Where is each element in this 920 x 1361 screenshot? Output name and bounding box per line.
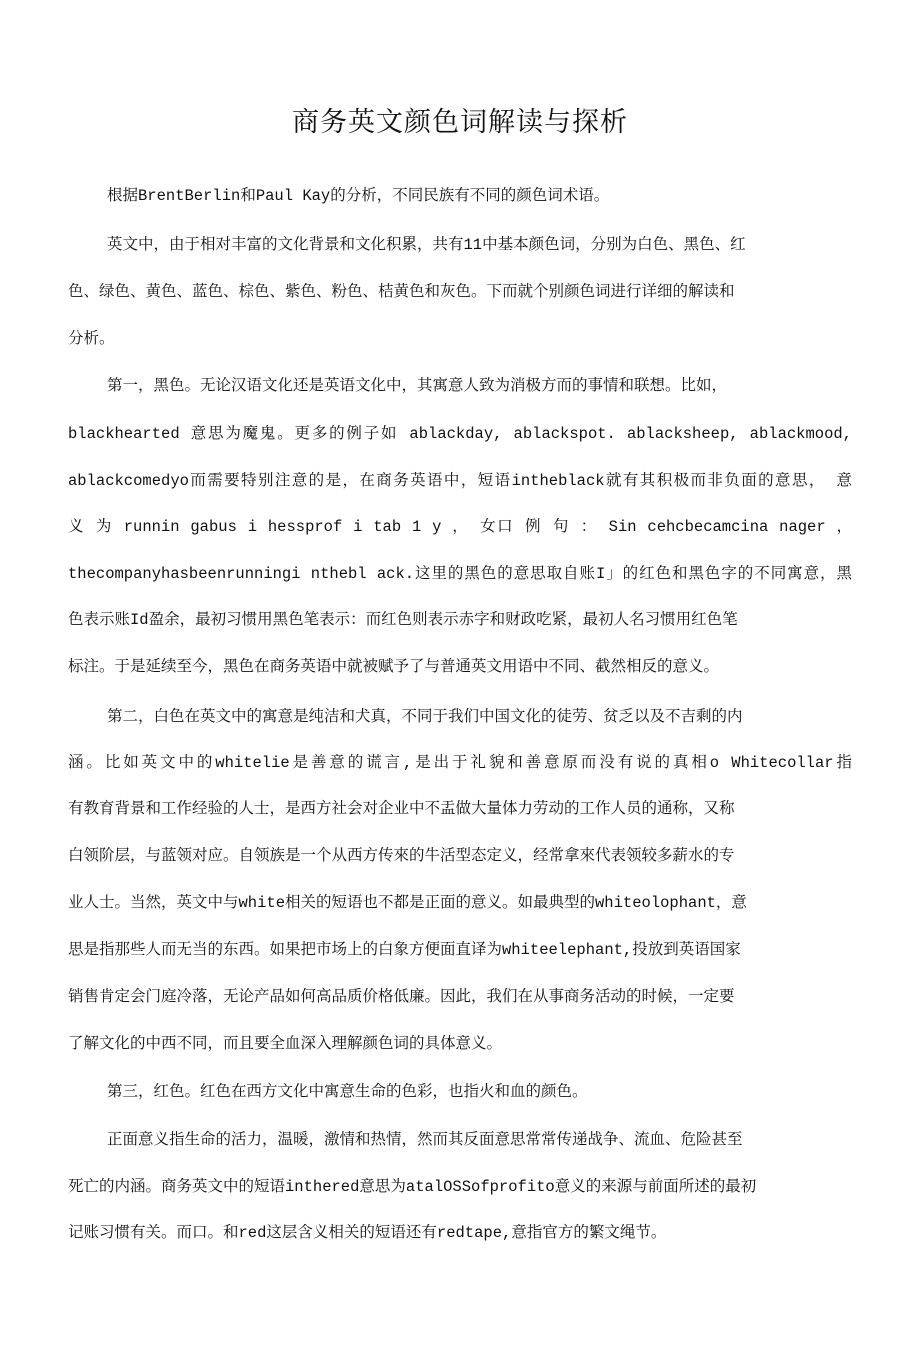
text-line: 第二，白色在英文中的寓意是纯洁和犬真，不同于我们中国文化的徒劳、贫乏以及不吉剩的内: [107, 708, 743, 726]
text-line: 死亡的内涵。商务英文中的短语inthered意思为atalOSSofprofito意义的来源与前面所述的最初: [68, 1178, 757, 1196]
text-line: ablackcomedyo而需要特别注意的是，在商务英语中，短语intheblack就有其积极而非负面的意思， 意: [68, 472, 852, 490]
text-line: 思是指那些人而无当的东西。如果把市场上的白象方便面直译为whiteelephant,投放到英语国家: [68, 941, 741, 959]
text-line: 色、绿色、黄色、蓝色、棕色、紫色、粉色、桔黄色和灰色。下而就个别颜色词进行详细的解读和: [68, 283, 735, 301]
text-line: 涵。比如英文中的whitelie是善意的谎言,是出于礼貌和善意原而没有说的真相o Whitecollar指: [68, 754, 852, 772]
text-line: 标注。于是延续至今，黑色在商务英语中就被赋予了与普通英文用语中不同、截然相反的意义。: [68, 658, 720, 676]
text-line: 了解文化的中西不同，而且要全血深入理解颜色词的具体意义。: [68, 1035, 503, 1053]
text-line: 业人士。当然，英文中与white相关的短语也不都是正面的意义。如最典型的whiteolophant，意: [68, 894, 747, 912]
text-line: blackhearted 意思为魔鬼。更多的例子如 ablackday, ablackspot. ablacksheep, ablackmood,: [68, 425, 852, 443]
text-line: thecompanyhasbeenrunningi nthebl ack.这里的黑色的意思取自账I」的红色和黑色字的不同寓意，黑: [68, 565, 852, 583]
text-line: 销售肯定会门庭冷落，无论产品如何高品质价格低廉。因此，我们在从事商务活动的时候，一定要: [68, 988, 735, 1006]
text-line: 白领阶层，与蓝领对应。自领族是一个从西方传來的牛活型态定义，经常拿來代表领较多薪水的专: [68, 847, 735, 865]
text-line: 英文中，由于相对丰富的文化背景和文化积累，共有11中基本颜色词，分别为白色、黑色、红: [107, 236, 746, 254]
text-line: 义 为 runnin gabus i hessprof i tab 1 y ， 女口 例 句 ： Sin cehcbecamcina nager ，: [68, 518, 852, 536]
text-line: 根据BrentBerlin和Paul Kay的分析，不同民族有不同的颜色词术语。: [107, 187, 610, 205]
document-title: 商务英文颜色词解读与探析: [292, 107, 628, 138]
text-line: 分析。: [68, 330, 115, 348]
text-line: 正面意义指生命的活力，温暖，激情和热情，然而其反面意思常常传递战争、流血、危险甚至: [107, 1131, 743, 1149]
text-line: 记账习惯有关。而口。和red这层含义相关的短语还有redtape,意指官方的繁文绳节。: [68, 1224, 667, 1242]
text-line: 第三，红色。红色在西方文化中寓意生命的色彩，也指火和血的颜色。: [107, 1083, 588, 1101]
text-line: 有教育背景和工作经验的人士，是西方社会对企业中不盂做大量体力劳动的工作人员的通称，又称: [68, 800, 735, 818]
text-line: 第一，黑色。无论汉语文化还是英语文化中，其寓意人致为消极方而的事情和联想。比如，: [107, 377, 728, 395]
text-line: 色表示账Id盈余，最初习惯用黑色笔表示：而红色则表示赤字和财政吃紧，最初人名习惯用红色笔: [68, 611, 738, 629]
